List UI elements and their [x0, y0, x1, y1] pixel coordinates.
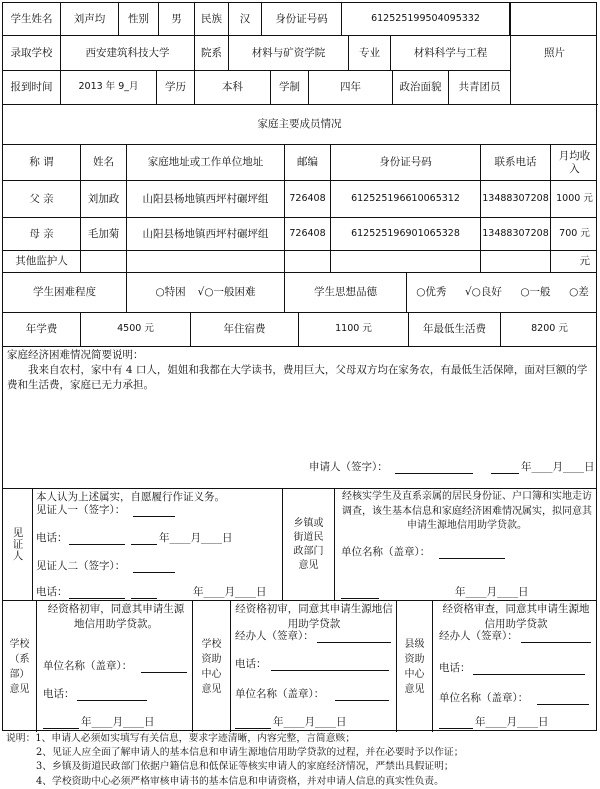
member-relation: 母 亲: [3, 218, 81, 250]
living-label: 年最低生活费: [409, 313, 501, 346]
system-value: 四年: [309, 71, 393, 104]
witness-label: 见证人: [3, 489, 33, 600]
major-label: 专业: [349, 36, 391, 70]
report-value: 2013 年 9_月: [61, 71, 157, 104]
difficulty-row: [3, 273, 596, 313]
school-opinion-content: [37, 601, 193, 732]
witness2-sign-line[interactable]: [133, 561, 175, 573]
dept-value: 材料与矿资学院: [229, 36, 349, 70]
guardian-row: [3, 251, 596, 273]
edu-label: 学历: [157, 71, 195, 104]
witness2-phone-line[interactable]: [69, 587, 125, 599]
center-opinion-phone-label: 电话：: [235, 658, 267, 670]
fees-row: [3, 313, 596, 347]
note-line: 2、见证人应全面了解申请人的基本信息和申请生源地信用助学贷款的过程，并在必要时予以作证；: [36, 747, 464, 759]
note-line: 3、乡镇及街道民政部门依据户籍信息和低保证等核实申请人的家庭经济情况，严禁出具假证明；: [36, 761, 454, 773]
col-income: 月均收入: [558, 150, 591, 175]
moral-label: 学生思想品德: [285, 273, 407, 312]
row-basic-3: [3, 71, 510, 105]
member-income: 700 元: [559, 227, 590, 239]
school-opinion-phone-line[interactable]: [77, 689, 147, 701]
statement-title: 家庭经济困难情况简要说明：: [7, 349, 144, 361]
guardian-id: [331, 251, 481, 272]
col-address: 家庭地址或工作单位地址: [127, 145, 285, 180]
county-opinion-handler-line[interactable]: [521, 631, 591, 643]
center-opinion-label: 学校资助中心意见: [193, 601, 231, 732]
witness2-phone-label: 电话：: [36, 586, 68, 598]
opinions-block: [3, 601, 596, 732]
witness-block: [3, 489, 596, 601]
id-label: 身份证号码: [262, 3, 342, 35]
member-postcode: 726408: [285, 218, 331, 250]
tuition-label: 年学费: [3, 313, 81, 346]
witness2-date: 年____月____日: [193, 586, 267, 598]
name-label: 学生姓名: [3, 3, 61, 35]
witness2-label: 见证人二（签字）：: [36, 560, 126, 572]
option-excellent[interactable]: ○优秀: [416, 286, 447, 299]
major-value: 材料科学与工程: [413, 46, 488, 59]
member-relation: 父 亲: [3, 181, 81, 217]
moral-options[interactable]: [407, 273, 598, 312]
member-id: 612525196901065328: [331, 218, 481, 250]
tuition-value: 4500 元: [81, 313, 191, 346]
school-opinion-phone-label: 电话：: [43, 688, 75, 700]
school-opinion-year-line[interactable]: [43, 717, 79, 729]
school-opinion-unit-label: 单位名称（盖章）：: [43, 660, 133, 672]
county-opinion-phone-line[interactable]: [473, 663, 585, 675]
school-value: 西安建筑科技大学: [61, 36, 195, 70]
witness1-label: 见证人一（签字）：: [36, 504, 126, 516]
col-relation: 称 谓: [3, 145, 81, 180]
note-line: 说明：1、申请人必须如实填写有关信息，要求字迹清晰，内容完整，言简意赅；: [6, 733, 356, 744]
witness1-year-line[interactable]: [131, 533, 157, 545]
statement-block: [3, 347, 596, 489]
township-unit-label: 单位名称（盖章）：: [341, 546, 431, 558]
politics-value: 共青团员: [458, 81, 501, 94]
guardian-postcode: [285, 251, 331, 272]
report-label: 报到时间: [3, 71, 61, 104]
row-basic-2: [3, 36, 510, 71]
township-content: [335, 489, 598, 600]
member-phone: 13488307208: [481, 181, 551, 217]
dept-label: 院系: [195, 36, 229, 70]
county-opinion-body: 经资格审查，同意其申请生源地信用助学贷款: [442, 603, 590, 631]
politics-label: 政治面貌: [393, 71, 449, 104]
notes-section: [6, 732, 594, 789]
member-address: 山阳县杨地镇西坪村碾坪组: [127, 181, 285, 217]
gender-label: 性别: [119, 3, 159, 35]
member-phone: 13488307208: [481, 218, 551, 250]
form-frame: [2, 2, 597, 731]
guardian-address: [127, 251, 285, 272]
dorm-label: 年住宿费: [191, 313, 299, 346]
statement-date: 年____月____日: [521, 461, 595, 473]
center-opinion-unit-label: 单位名称（盖章）：: [235, 688, 325, 700]
center-opinion-body: 经资格初审，同意其申请生源地信用助学贷款: [235, 603, 393, 631]
county-opinion-label: 县级资助中心意见: [397, 601, 433, 732]
county-opinion-handler-label: 经办人（签章）：: [439, 630, 518, 642]
col-name: 姓名: [81, 145, 127, 180]
living-value: 8200 元: [531, 323, 568, 335]
statement-sign-label: 申请人（签字）：: [309, 461, 388, 473]
school-opinion-label: 学校（系部）意见: [3, 601, 37, 732]
witness1-sign-line[interactable]: [133, 505, 175, 517]
option-general[interactable]: √○一般困难: [197, 286, 256, 299]
family-header-row: [3, 145, 596, 181]
statement-year-line[interactable]: [491, 462, 519, 474]
school-opinion-date: 年____月____日: [81, 716, 155, 728]
difficulty-options[interactable]: [127, 273, 285, 312]
system-label: 学制: [271, 71, 309, 104]
guardian-phone: [481, 251, 551, 272]
township-unit-line[interactable]: [439, 547, 505, 559]
table-row: [3, 181, 596, 218]
center-opinion-date: 年____月____日: [273, 716, 347, 728]
center-opinion-content: [231, 601, 397, 732]
note-line: 4、学校资助中心必须严格审核申请书的基本信息和申请资格，并对申请人信息的真实性负责。: [36, 775, 444, 787]
row-basic-1: [3, 3, 596, 36]
ethnic-value: 汉: [229, 3, 262, 35]
witness-content: [33, 489, 283, 600]
option-poor[interactable]: ○差: [569, 286, 589, 299]
gender-value: 男: [159, 3, 195, 35]
county-opinion-unit-line[interactable]: [537, 693, 589, 705]
county-opinion-content: [433, 601, 598, 732]
school-opinion-unit-line[interactable]: [141, 661, 187, 673]
option-good[interactable]: √○良好: [464, 286, 502, 299]
guardian-income: 元: [579, 255, 590, 268]
option-average[interactable]: ○一般: [520, 286, 551, 299]
county-opinion-unit-label: 单位名称（盖章）：: [439, 692, 529, 704]
edu-value: 本科: [195, 71, 271, 104]
family-title: 家庭主要成员情况: [257, 118, 342, 131]
witness1-date: 年____月____日: [159, 532, 233, 544]
table-row: [3, 218, 596, 251]
member-address: 山阳县杨地镇西坪村碾坪组: [127, 218, 285, 250]
member-id: 612525196610065312: [331, 181, 481, 217]
member-name: 毛加菊: [81, 218, 127, 250]
member-income: 1000 元: [556, 192, 593, 204]
county-opinion-phone-label: 电话：: [439, 662, 471, 674]
school-label: 录取学校: [3, 36, 61, 70]
option-extreme[interactable]: ○特困: [155, 286, 186, 299]
witness1-phone-label: 电话：: [36, 532, 68, 544]
township-label: 乡镇或街道民政部门意见: [283, 489, 335, 600]
statement-sign-line[interactable]: [395, 462, 473, 474]
guardian-label: 其他监护人: [3, 251, 81, 272]
photo-cell: 照片: [510, 3, 598, 105]
member-name: 刘加政: [81, 181, 127, 217]
guardian-name: [81, 251, 127, 272]
township-date: 年____月____日: [455, 586, 529, 598]
statement-body: 我来自农村，家中有 4 口人，姐姐和我都在大学读书，费用巨大，父母双方均在家务农，有最低生活保障，面对巨额的学费和生活费，家庭已无力承担。: [7, 364, 588, 392]
id-value: 612525199504095332: [342, 3, 510, 35]
col-id: 身份证号码: [331, 145, 481, 180]
witness-intro: 本人认为上述属实，自愿履行作证义务。: [36, 491, 225, 503]
school-opinion-body: 经资格初审，同意其申请生源地信用助学贷款。: [47, 603, 185, 631]
center-opinion-phone-line[interactable]: [271, 659, 389, 671]
dorm-value: 1100 元: [299, 313, 409, 346]
county-opinion-date: 年____月____日: [475, 716, 549, 728]
center-opinion-year-line[interactable]: [235, 717, 271, 729]
center-opinion-handler-label: 经办人（签章）：: [235, 630, 314, 642]
center-opinion-handler-line[interactable]: [317, 631, 391, 643]
col-phone: 联系电话: [481, 145, 551, 180]
difficulty-label: 学生困难程度: [3, 273, 127, 312]
col-postcode: 邮编: [285, 145, 331, 180]
ethnic-label: 民族: [195, 3, 229, 35]
name-value: 刘声均: [61, 3, 119, 35]
family-title-row: [3, 105, 596, 145]
witness1-phone-line[interactable]: [69, 533, 125, 545]
township-year-line[interactable]: [341, 587, 379, 599]
township-body: 经核实学生及直系亲属的居民身份证、户口簿和实地走访调查，该生基本信息和家庭经济困难情况属实，拟同意其申请生源地信用助学贷款。: [342, 491, 592, 531]
witness2-year-line[interactable]: [131, 587, 157, 599]
center-opinion-unit-line[interactable]: [335, 689, 389, 701]
county-opinion-year-line[interactable]: [439, 717, 473, 729]
member-postcode: 726408: [285, 181, 331, 217]
